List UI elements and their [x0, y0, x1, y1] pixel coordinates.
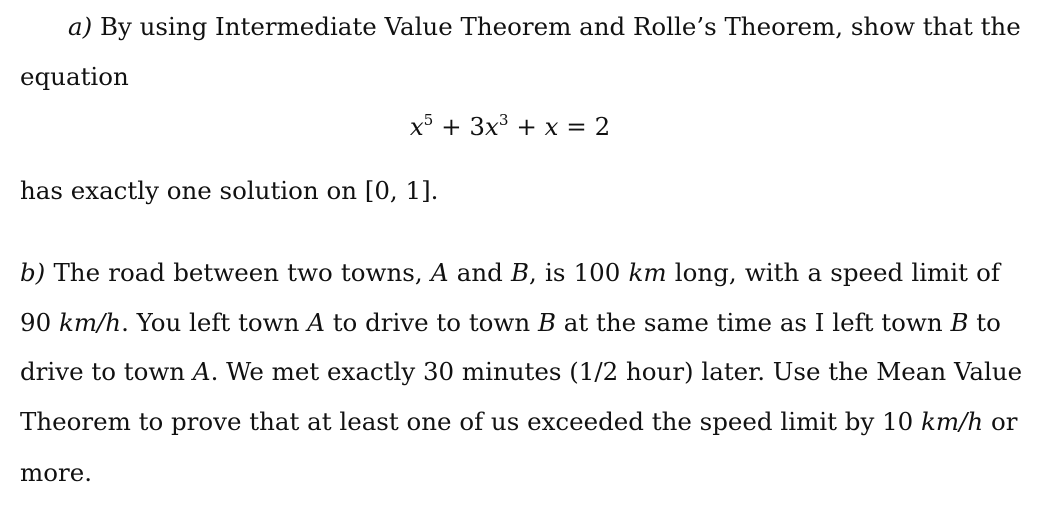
- equation: [0, 112, 1020, 142]
- unit-km: km: [628, 258, 667, 287]
- equation-rhs: = 2: [558, 112, 611, 141]
- text-segment: and: [448, 258, 511, 287]
- text-segment: to: [968, 308, 1001, 337]
- part-b-line-1: [20, 258, 1000, 288]
- town-b: B: [537, 308, 556, 337]
- part-b-label: b): [20, 258, 46, 287]
- text-segment: at the same time as I left town: [555, 308, 951, 337]
- town-a: A: [192, 357, 211, 386]
- equation-term-x5-exp: 5: [423, 111, 434, 130]
- part-b-line-2: [20, 308, 1000, 338]
- part-b-line-3: [20, 357, 1023, 387]
- part-a-conclusion: [20, 176, 438, 206]
- conclusion-text: has exactly one solution on: [20, 176, 365, 205]
- text-segment: , is 100: [529, 258, 629, 287]
- equation-term-x3-base: x: [485, 112, 499, 141]
- text-segment: . We met exactly 30 minutes (1/2 hour) later. Use the Mean Value: [210, 357, 1023, 386]
- part-a-line-2: equation: [20, 62, 129, 91]
- unit-kmh: km/h: [58, 308, 122, 337]
- town-a: A: [307, 308, 325, 337]
- text-segment: 90: [20, 308, 59, 337]
- equation-op-2: +: [508, 112, 545, 141]
- text-segment: to drive to town: [324, 308, 538, 337]
- text-segment: The road between two towns,: [53, 258, 431, 287]
- equation-term-x5-base: x: [409, 112, 424, 141]
- equation-term-x3-exp: 3: [498, 111, 509, 130]
- part-a-line-1: [20, 12, 1021, 42]
- town-b: B: [950, 308, 969, 337]
- text-segment: or: [983, 407, 1018, 436]
- equation-op-1: + 3: [433, 112, 486, 141]
- text-segment: long, with a speed limit of: [666, 258, 1000, 287]
- interval: [0, 1].: [364, 176, 439, 205]
- equation-term-x: x: [544, 112, 559, 141]
- text-segment: . You left town: [121, 308, 308, 337]
- text-segment: drive to town: [20, 357, 193, 386]
- text-segment: Theorem to prove that at least one of us exceeded the speed limit by 10: [20, 407, 922, 436]
- town-a: A: [430, 258, 449, 287]
- unit-kmh: km/h: [921, 407, 984, 436]
- town-b: B: [510, 258, 529, 287]
- part-a-label: a): [68, 12, 93, 41]
- part-a-intro-text: By using Intermediate Value Theorem and Rolle’s Theorem, show that the: [99, 12, 1021, 41]
- part-b-line-4: [20, 407, 1018, 437]
- part-b-line-5: more.: [20, 458, 92, 487]
